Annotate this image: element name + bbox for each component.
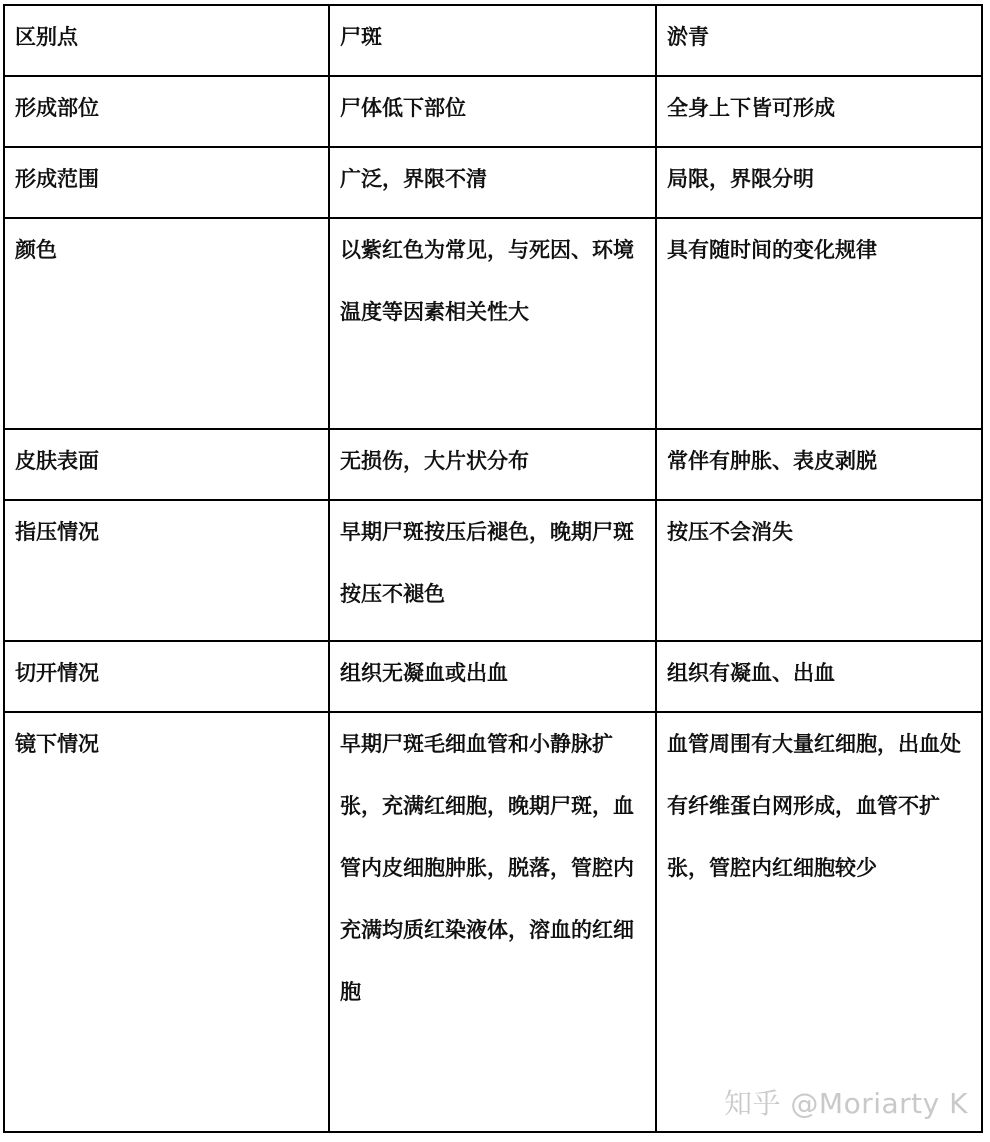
bruise-cell: 血管周围有大量红细胞，出血处有纤维蛋白网形成，血管不扩张，管腔内红细胞较少 bbox=[656, 712, 982, 1132]
livor-mortis-cell: 广泛，界限不清 bbox=[329, 147, 656, 218]
header-cell-livor-mortis: 尸斑 bbox=[329, 5, 656, 76]
livor-mortis-cell: 早期尸斑按压后褪色，晚期尸斑按压不褪色 bbox=[329, 500, 656, 641]
livor-mortis-cell: 组织无凝血或出血 bbox=[329, 641, 656, 712]
livor-mortis-cell: 早期尸斑毛细血管和小静脉扩张，充满红细胞，晚期尸斑，血管内皮细胞肿胀，脱落，管腔内充满均质红染液体，溶血的红细胞 bbox=[329, 712, 656, 1132]
row-label-cell: 形成范围 bbox=[4, 147, 329, 218]
table-row bbox=[4, 218, 982, 429]
table-row bbox=[4, 76, 982, 147]
bruise-cell: 全身上下皆可形成 bbox=[656, 76, 982, 147]
livor-mortis-cell: 无损伤，大片状分布 bbox=[329, 429, 656, 500]
table-row bbox=[4, 500, 982, 641]
comparison-table bbox=[3, 4, 983, 1133]
bruise-cell: 组织有凝血、出血 bbox=[656, 641, 982, 712]
table-row bbox=[4, 147, 982, 218]
bruise-cell: 局限，界限分明 bbox=[656, 147, 982, 218]
table-row bbox=[4, 712, 982, 1132]
table-header-row bbox=[4, 5, 982, 76]
header-cell-criterion: 区别点 bbox=[4, 5, 329, 76]
row-label-cell: 指压情况 bbox=[4, 500, 329, 641]
table-row bbox=[4, 429, 982, 500]
livor-mortis-cell: 尸体低下部位 bbox=[329, 76, 656, 147]
header-cell-bruise: 淤青 bbox=[656, 5, 982, 76]
livor-mortis-cell: 以紫红色为常见，与死因、环境温度等因素相关性大 bbox=[329, 218, 656, 429]
row-label-cell: 切开情况 bbox=[4, 641, 329, 712]
row-label-cell: 镜下情况 bbox=[4, 712, 329, 1132]
table-row bbox=[4, 641, 982, 712]
row-label-cell: 颜色 bbox=[4, 218, 329, 429]
bruise-cell: 常伴有肿胀、表皮剥脱 bbox=[656, 429, 982, 500]
row-label-cell: 皮肤表面 bbox=[4, 429, 329, 500]
bruise-cell: 按压不会消失 bbox=[656, 500, 982, 641]
watermark: 知乎 @Moriarty K bbox=[724, 1087, 968, 1120]
bruise-cell: 具有随时间的变化规律 bbox=[656, 218, 982, 429]
row-label-cell: 形成部位 bbox=[4, 76, 329, 147]
